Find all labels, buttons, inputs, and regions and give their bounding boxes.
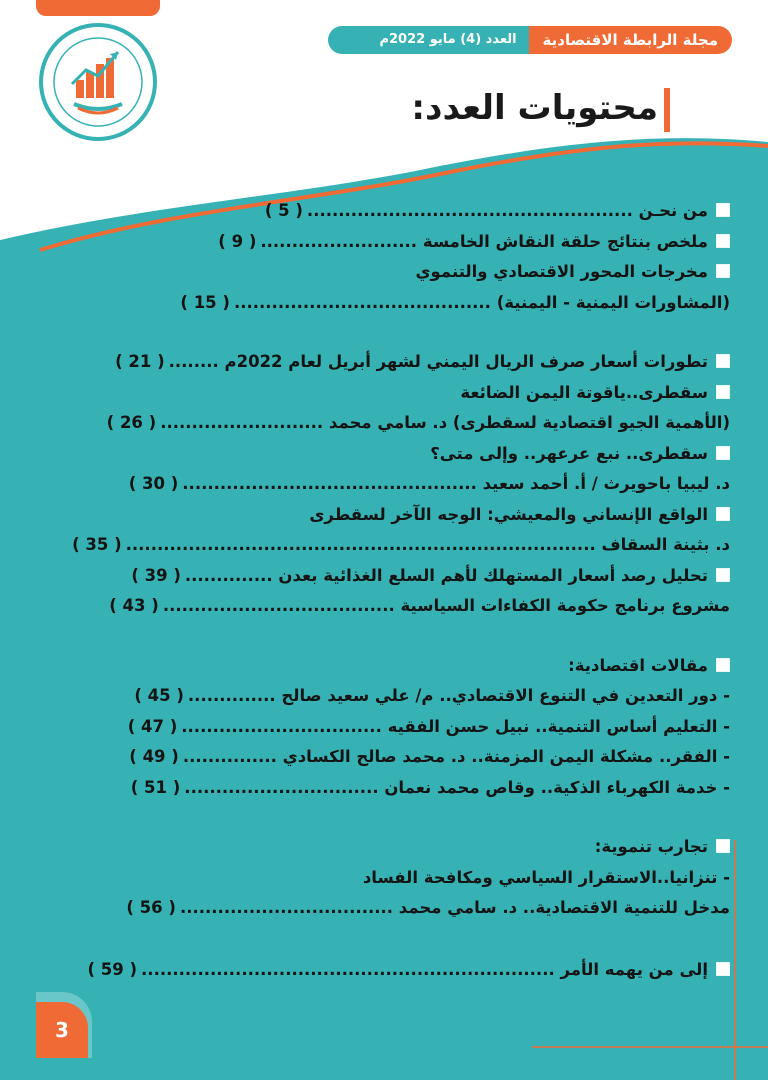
magazine-name: مجلة الرابطة الاقتصادية bbox=[529, 26, 732, 54]
toc-entry[interactable] bbox=[30, 227, 730, 258]
toc-entry[interactable] bbox=[30, 439, 730, 470]
title-accent-bar bbox=[664, 88, 670, 132]
toc-page-number: ( 56 ) bbox=[126, 898, 176, 917]
square-bullet-icon bbox=[716, 234, 730, 248]
page-number: 3 bbox=[36, 1002, 88, 1058]
toc-page-number: ( 35 ) bbox=[72, 535, 122, 554]
toc-page-number: ( 43 ) bbox=[109, 596, 159, 615]
toc-entry[interactable] bbox=[30, 408, 730, 439]
toc-entry-title: تطورات أسعار صرف الريال اليمني لشهر أبريل لعام 2022م ........ bbox=[168, 352, 708, 371]
toc-entry-title: مشروع برنامج حكومة الكفاءات السياسية ..................................... bbox=[162, 596, 730, 615]
toc-entry[interactable] bbox=[30, 288, 730, 319]
square-bullet-icon bbox=[716, 839, 730, 853]
toc-entry-title: - خدمة الكهرباء الذكية.. وقاص محمد نعمان ............................... bbox=[184, 777, 730, 797]
toc-entry-title: إلى من يهمه الأمر .................................................................. bbox=[141, 959, 708, 979]
toc-entry[interactable] bbox=[30, 773, 730, 804]
toc-entry[interactable] bbox=[30, 378, 730, 409]
toc-entry-title: (الأهمية الجيو اقتصادية لسقطرى) د. سامي محمد .......................... bbox=[160, 413, 730, 432]
toc-entry-title: ملخص بنتائج حلقة النقاش الخامسة ......................... bbox=[260, 231, 708, 251]
table-of-contents bbox=[30, 196, 730, 985]
toc-entry[interactable] bbox=[30, 469, 730, 500]
toc-page-number: ( 45 ) bbox=[134, 686, 184, 705]
square-bullet-icon bbox=[716, 962, 730, 976]
toc-entry[interactable] bbox=[30, 955, 730, 986]
toc-entry-title: مخرجات المحور الاقتصادي والتنموي bbox=[415, 262, 708, 281]
toc-entry-title: من نحـن .................................................... bbox=[306, 201, 708, 220]
toc-entry-title: تجارب تنموية: bbox=[594, 837, 708, 856]
toc-page-number: ( 59 ) bbox=[87, 959, 138, 979]
toc-entry[interactable] bbox=[30, 832, 730, 863]
toc-entry[interactable] bbox=[30, 742, 730, 773]
toc-entry-title: سقطرى..ياقوتة اليمن الضائعة bbox=[460, 382, 708, 402]
toc-entry-title: د. بثينة السقاف ........................................................................... bbox=[125, 535, 730, 554]
toc-page-number: ( 15 ) bbox=[180, 292, 230, 312]
toc-entry[interactable] bbox=[30, 530, 730, 561]
square-bullet-icon bbox=[716, 446, 730, 460]
toc-entry[interactable] bbox=[30, 257, 730, 288]
toc-entry[interactable] bbox=[30, 893, 730, 924]
square-bullet-icon bbox=[716, 568, 730, 582]
toc-entry[interactable] bbox=[30, 712, 730, 743]
toc-entry[interactable] bbox=[30, 196, 730, 227]
square-bullet-icon bbox=[716, 507, 730, 521]
toc-page-number: ( 5 ) bbox=[264, 201, 303, 220]
toc-entry[interactable] bbox=[30, 500, 730, 531]
toc-entry-title: الواقع الإنساني والمعيشي: الوجه الآخر لسقطرى bbox=[309, 504, 708, 524]
toc-page-number: ( 49 ) bbox=[129, 747, 179, 766]
foundation-logo bbox=[38, 22, 158, 142]
toc-entry-title: - التعليم أساس التنمية.. نبيل حسن الفقيه ................................ bbox=[181, 716, 730, 736]
page-title: محتويات العدد: bbox=[411, 88, 658, 128]
issue-label: العدد (4) مايو 2022م bbox=[328, 26, 529, 54]
toc-entry[interactable] bbox=[30, 347, 730, 378]
square-bullet-icon bbox=[716, 264, 730, 278]
toc-page-number: ( 9 ) bbox=[218, 231, 257, 251]
toc-entry-title: - الفقر.. مشكلة اليمن المزمنة.. د. محمد صالح الكسادي ............... bbox=[182, 747, 730, 766]
toc-entry[interactable] bbox=[30, 591, 730, 622]
toc-entry-title: (المشاورات اليمنية - اليمنية) ......................................... bbox=[233, 292, 730, 312]
toc-entry-title: - دور التعدين في التنوع الاقتصادي.. م/ علي سعيد صالح .............. bbox=[187, 686, 730, 705]
toc-entry-title: - تنزانيا..الاستقرار السياسي ومكافحة الفساد bbox=[362, 867, 730, 887]
toc-page-number: ( 51 ) bbox=[130, 777, 181, 797]
toc-page-number: ( 39 ) bbox=[131, 565, 181, 585]
toc-entry-title: د. ليبيا باحويرث / أ. أحمد سعيد ............................................... bbox=[182, 474, 730, 493]
toc-entry-title: تحليل رصد أسعار المستهلك لأهم السلع الغذائية بعدن .............. bbox=[184, 565, 708, 585]
toc-entry[interactable] bbox=[30, 681, 730, 712]
top-tab-decoration bbox=[36, 0, 160, 16]
toc-entry[interactable] bbox=[30, 651, 730, 682]
toc-page-number: ( 47 ) bbox=[127, 716, 178, 736]
toc-page-number: ( 21 ) bbox=[115, 352, 165, 371]
square-bullet-icon bbox=[716, 658, 730, 672]
toc-entry[interactable] bbox=[30, 863, 730, 894]
header-bar bbox=[328, 26, 732, 54]
square-bullet-icon bbox=[716, 354, 730, 368]
toc-entry-title: سقطرى.. نبع عرعهر.. وإلى متى؟ bbox=[430, 443, 708, 463]
square-bullet-icon bbox=[716, 385, 730, 399]
toc-entry[interactable] bbox=[30, 561, 730, 592]
toc-page-number: ( 30 ) bbox=[128, 474, 179, 493]
toc-page-number: ( 26 ) bbox=[106, 413, 157, 432]
square-bullet-icon bbox=[716, 203, 730, 217]
toc-entry-title: مقالات اقتصادية: bbox=[568, 655, 708, 675]
toc-entry-title: مدخل للتنمية الاقتصادية.. د. سامي محمد .................................. bbox=[179, 898, 730, 917]
